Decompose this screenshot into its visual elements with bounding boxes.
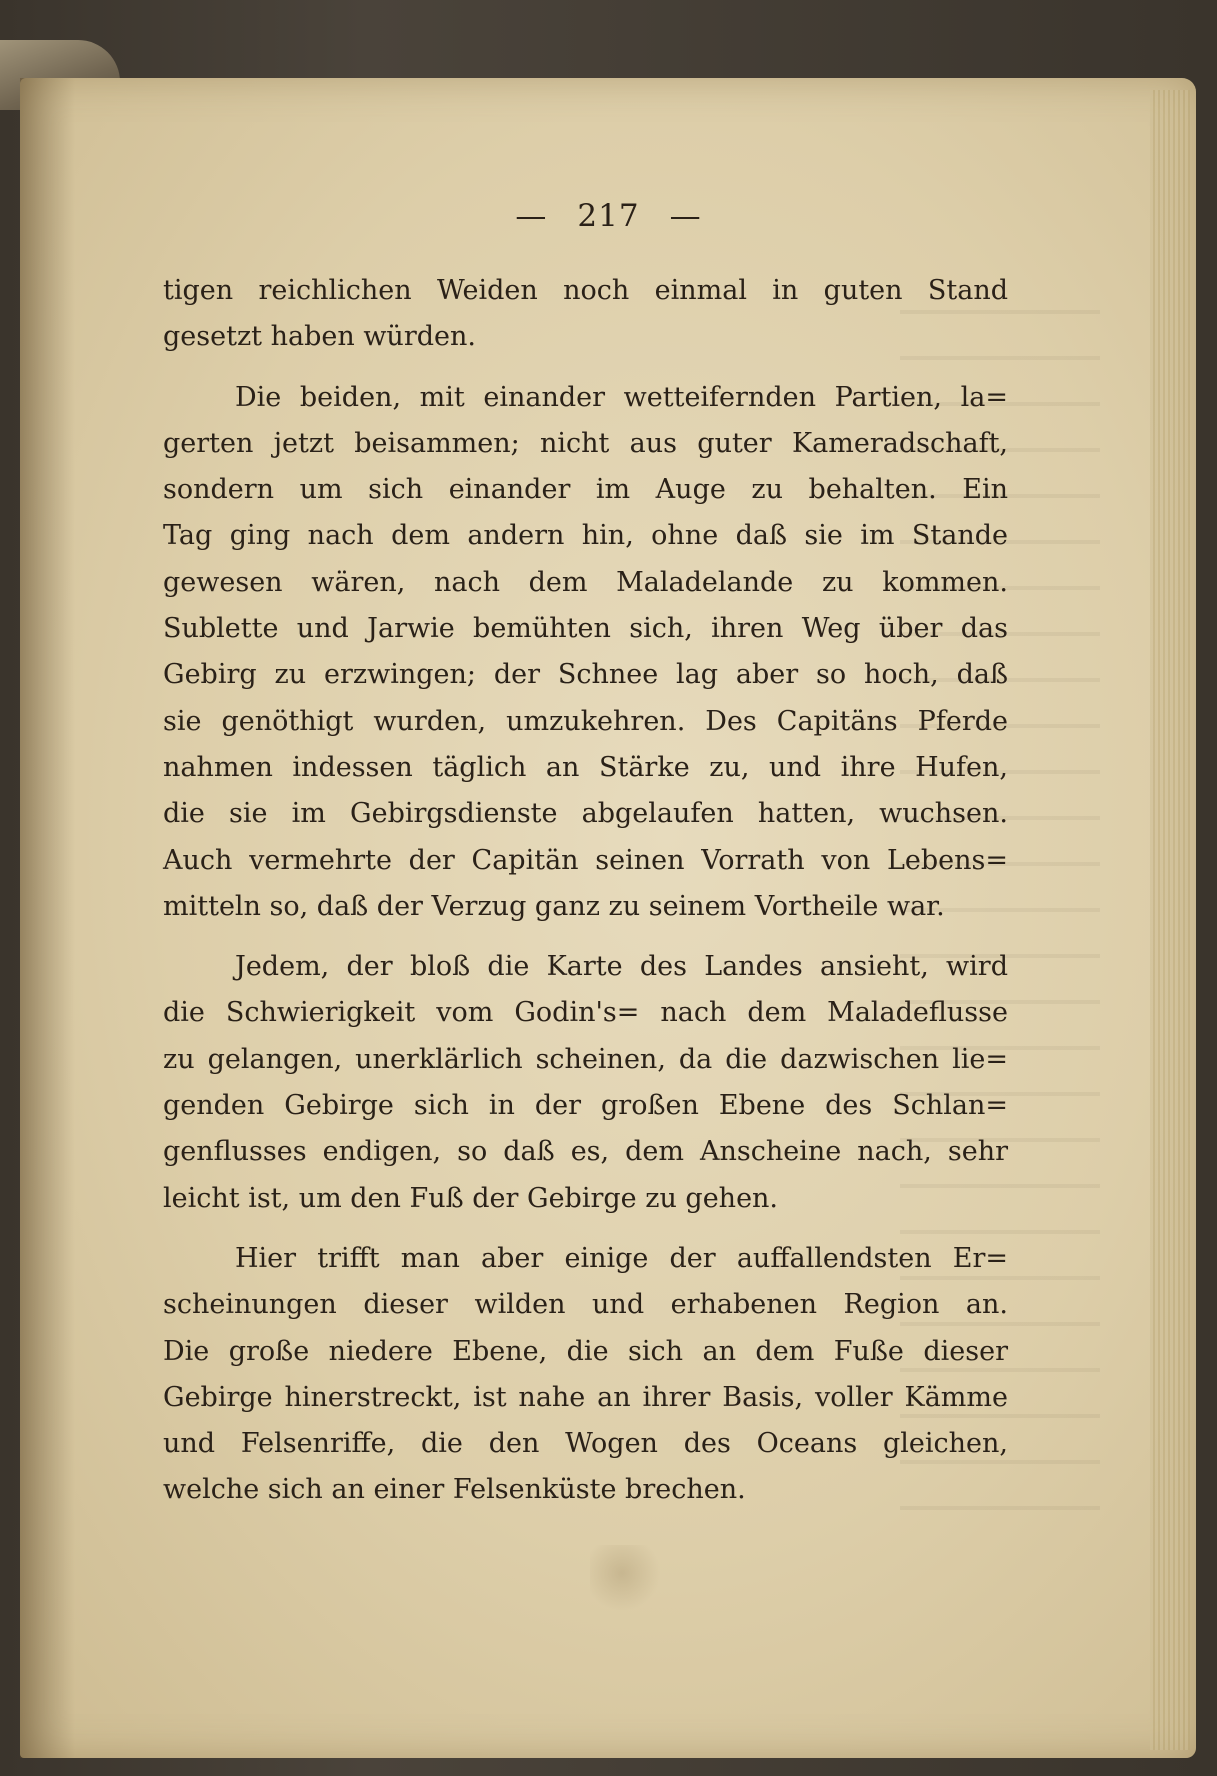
text-line: und Felsenriffe, die den Wogen des Oceans gleichen,: [163, 1428, 1008, 1460]
header-dash-right: —: [669, 198, 702, 234]
text-line: die sie im Gebirgsdienste abgelaufen hatten, wuchsen.: [163, 798, 1008, 830]
text-line: nahmen indessen täglich an Stärke zu, und ihre Hufen,: [163, 751, 1008, 783]
text-line: welche sich an einer Felsenküste brechen.: [163, 1474, 746, 1506]
text-line: scheinungen dieser wilden und erhabenen Region an.: [163, 1289, 1008, 1321]
text-line: gesetzt haben würden.: [163, 321, 476, 353]
header-dash-left: —: [515, 198, 548, 234]
paragraph: [163, 375, 1008, 931]
text-line: sie genöthigt wurden, umzukehren. Des Capitäns Pferde: [163, 705, 1008, 737]
text-line: mitteln so, daß der Verzug ganz zu seinem Vortheile war.: [163, 890, 945, 922]
text-line: gewesen wären, nach dem Maladelande zu kommen.: [163, 566, 1008, 598]
text-line: gerten jetzt beisammen; nicht aus guter Kameradschaft,: [163, 427, 1008, 459]
text-line: leicht ist, um den Fuß der Gebirge zu gehen.: [163, 1182, 779, 1214]
text-line: tigen reichlichen Weiden noch einmal in guten Stand: [163, 275, 1008, 306]
text-line: Sublette und Jarwie bemühten sich, ihren Weg über das: [163, 613, 1008, 645]
paper-stain: [590, 1545, 670, 1615]
text-line: zu gelangen, unerklärlich scheinen, da die dazwischen lie=: [163, 1043, 1008, 1075]
text-line: Hier trifft man aber einige der auffallendsten Er=: [235, 1242, 1008, 1274]
paragraph: [163, 1236, 1008, 1514]
text-line: Auch vermehrte der Capitän seinen Vorrath von Lebens=: [163, 844, 1008, 876]
text-line: Jedem, der bloß die Karte des Landes ansieht, wird: [235, 951, 1008, 983]
text-line: die Schwierigkeit vom Godin's= nach dem Maladeflusse: [163, 997, 1008, 1029]
paragraph: [163, 268, 1008, 361]
text-line: Tag ging nach dem andern hin, ohne daß sie im Stande: [163, 520, 1008, 552]
text-line: Gebirg zu erzwingen; der Schnee lag aber so hoch, daß: [163, 659, 1008, 691]
text-line: Die beiden, mit einander wetteifernden Partien, la=: [235, 381, 1008, 413]
text-line: Gebirge hinerstreckt, ist nahe an ihrer Basis, voller Kämme: [163, 1381, 1008, 1413]
body-text: [163, 268, 1008, 1514]
page-number: 217: [577, 198, 640, 234]
text-line: genflusses endigen, so daß es, dem Anscheine nach, sehr: [163, 1136, 1008, 1168]
page-gutter-shadow: [20, 78, 75, 1758]
page-header: [0, 198, 1217, 234]
text-line: genden Gebirge sich in der großen Ebene des Schlan=: [163, 1090, 1008, 1122]
text-line: Die große niedere Ebene, die sich an dem Fuße dieser: [163, 1335, 1008, 1367]
text-line: sondern um sich einander im Auge zu behalten. Ein: [163, 474, 1008, 506]
page-stack-edge: [1150, 90, 1190, 1750]
paragraph: [163, 944, 1008, 1222]
